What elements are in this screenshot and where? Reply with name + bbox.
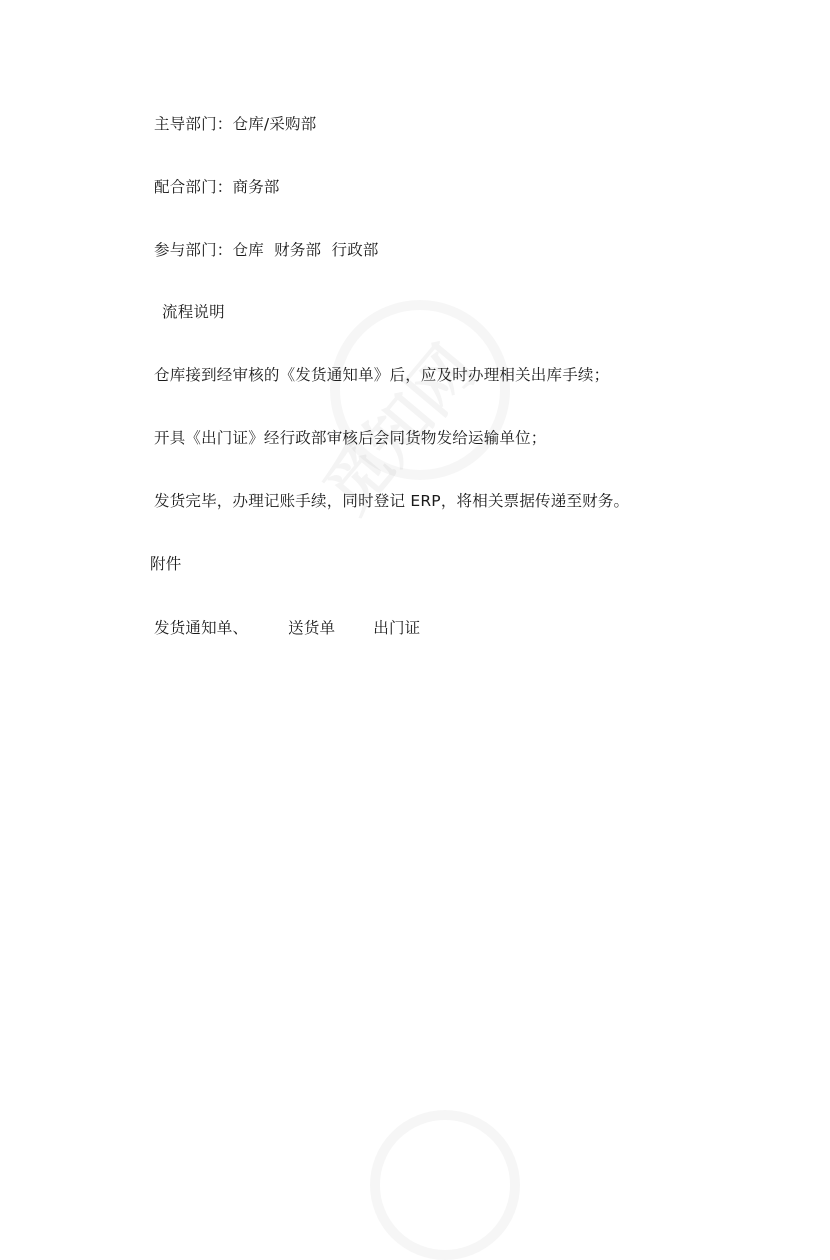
- coop-department: 配合部门：商务部: [154, 178, 280, 196]
- attachment-item: 出门证: [373, 619, 421, 637]
- attachments-list: [154, 618, 420, 638]
- participating-departments: 参与部门：仓库 财务部 行政部: [154, 241, 379, 259]
- process-step-2: 开具《出门证》经行政部审核后会同货物发给运输单位；: [154, 429, 547, 447]
- lead-department: 主导部门：仓库/采购部: [154, 115, 317, 133]
- watermark-ring: [330, 300, 510, 480]
- process-heading: 流程说明: [162, 303, 225, 321]
- watermark-ring-bottom: [370, 1110, 520, 1260]
- process-step-3: 发货完毕，办理记账手续，同时登记 ERP，将相关票据传递至财务。: [154, 492, 630, 510]
- attachments-heading: 附件: [150, 555, 182, 573]
- attachment-item: 送货单: [288, 619, 336, 637]
- attachment-item: 发货通知单、: [154, 619, 249, 637]
- process-step-1: 仓库接到经审核的《发货通知单》后，应及时办理相关出库手续；: [154, 366, 610, 384]
